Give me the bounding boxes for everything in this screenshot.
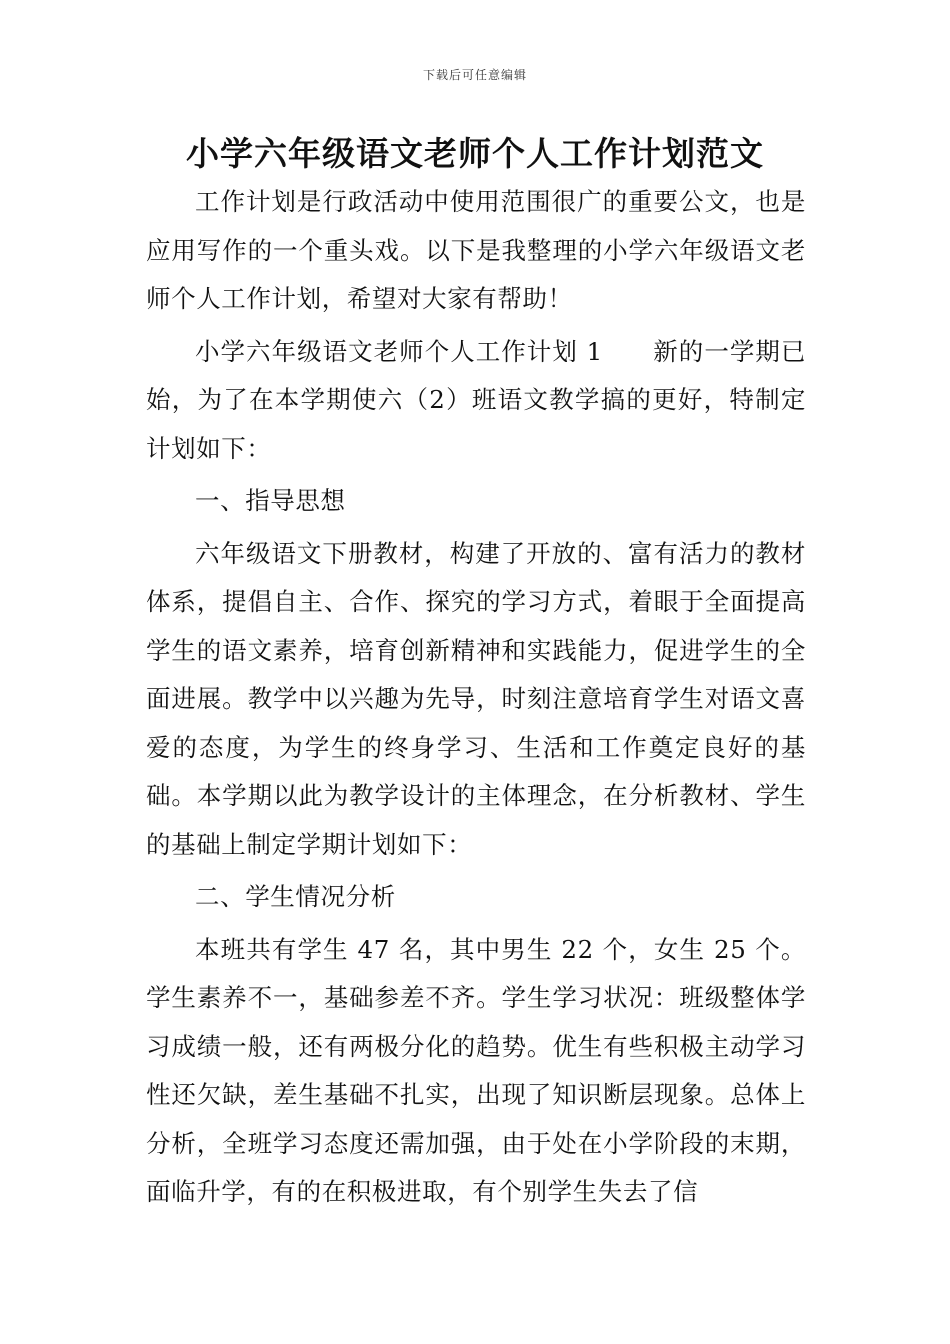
section1-paragraph: 六年级语文下册教材，构建了开放的、富有活力的教材体系，提倡自主、合作、探究的学习方式，着眼于全面提高学生的语文素养，培育创新精神和实践能力，促进学生的全面进展。教学中以兴趣为先导，时刻注意培育学生对语文喜爱的态度，为学生的终身学习、生活和工作奠定良好的基础。本学期以此为教学设计的主体理念，在分析教材、学生的基础上制定学期计划如下：: [146, 538, 806, 859]
section2-heading: 二、学生情况分析: [195, 882, 396, 911]
header-note: 下载后可任意编辑: [422, 68, 527, 82]
plan-paragraph: [146, 328, 806, 474]
document-title: 小学六年级语文老师个人工作计划范文: [186, 134, 764, 173]
document-body: [146, 178, 806, 1217]
plan-label: 小学六年级语文老师个人工作计划 1: [195, 336, 603, 366]
plan-opening: 新的一学期已始，为了在本学期使六（2）班语文教学搞的更好，特制定计划如下：: [146, 336, 806, 463]
intro-paragraph: 工作计划是行政活动中使用范围很广的重要公文，也是应用写作的一个重头戏。以下是我整理的小学六年级语文老师个人工作计划，希望对大家有帮助！: [146, 187, 806, 313]
section2-paragraph: 本班共有学生 47 名，其中男生 22 个，女生 25 个。学生素养不一，基础参差不齐。学生学习状况：班级整体学习成绩一般，还有两极分化的趋势。优生有些积极主动学习性还欠缺，差生基础不扎实，出现了知识断层现象。总体上分析，全班学习态度还需加强，由于处在小学阶段的末期，面临升学，有的在积极进取，有个别学生失去了信: [146, 934, 806, 1206]
section1-heading: 一、指导思想: [195, 486, 346, 515]
